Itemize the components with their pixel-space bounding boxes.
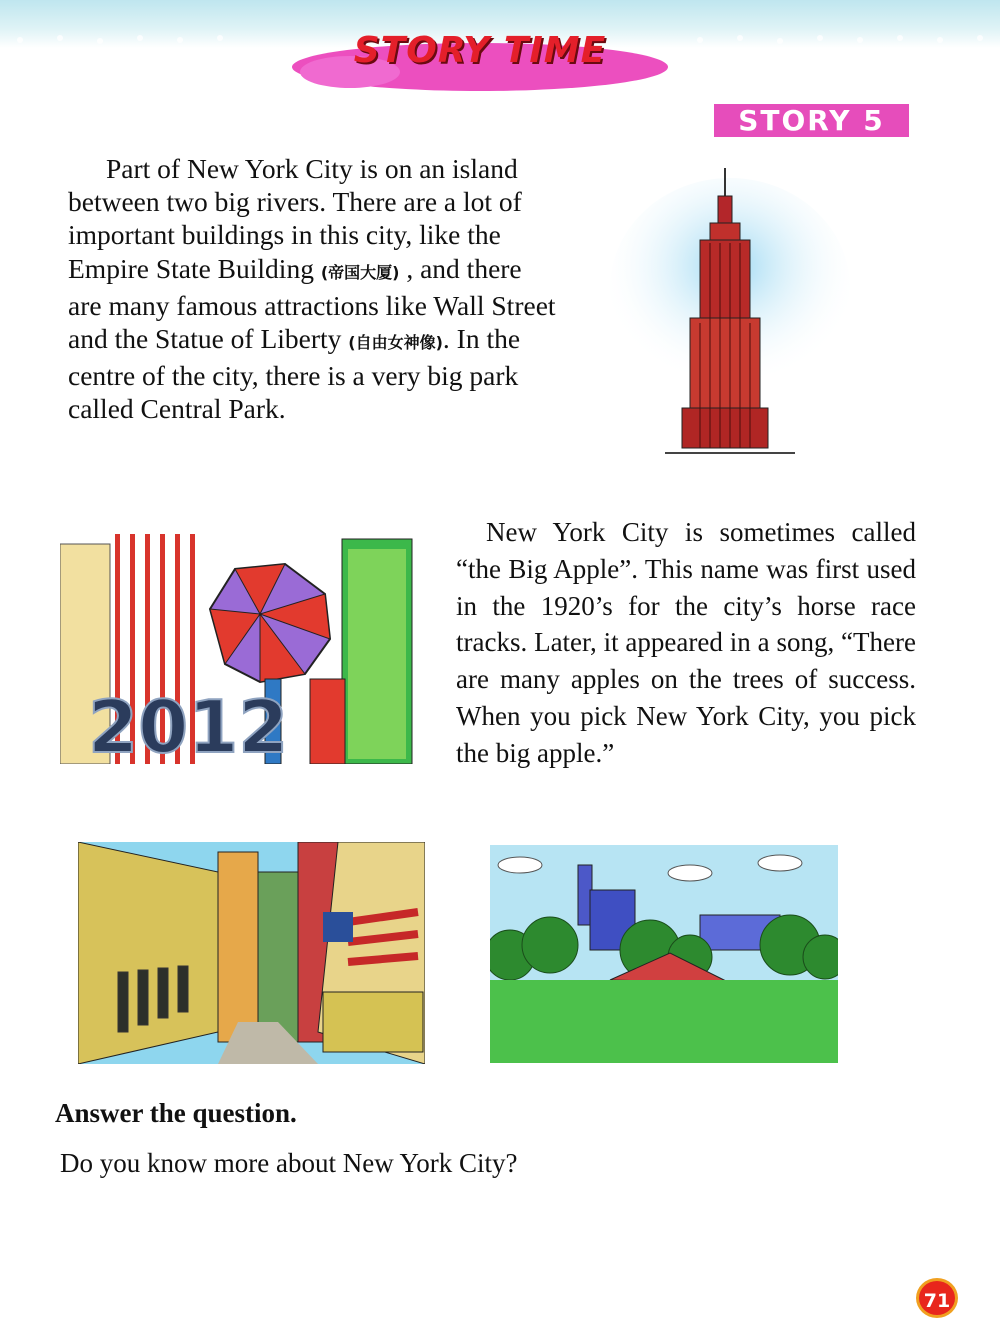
year-2012-sign: 2012 (88, 685, 289, 764)
paragraph-1-text-c: . In the centre of the city, there is a very big park called Central Park. (68, 323, 521, 425)
empire-state-building-illustration (610, 168, 860, 468)
story-paragraph-2 (456, 514, 916, 772)
story-number-tag: STORY 5 (714, 104, 909, 137)
times-square-2012-illustration (60, 534, 415, 764)
page-number-badge: 71 (916, 1278, 958, 1318)
story-time-banner (290, 22, 670, 92)
answer-question-heading: Answer the question. (55, 1098, 297, 1128)
story-paragraph-1 (68, 152, 558, 426)
wall-street-illustration (78, 842, 425, 1064)
paragraph-1-text-b: , and there are many famous attractions like Wall Street and the Statue of Liberty (68, 252, 556, 355)
chinese-gloss-statue-of-liberty: (自由女神像) (348, 333, 443, 353)
central-park-illustration (490, 845, 838, 1063)
paragraph-2-text: New York City is sometimes called “the Big Apple”. This name was first used in the 1920’s for the city’s horse race tracks. Later, it appeared in a song, “There are many apples on the trees of success. When you pick New York City, you pick the big apple.” (456, 517, 916, 768)
banner-title: STORY TIME (353, 30, 607, 71)
paragraph-1-text-a: Part of New York City is on an island between two big rivers. There are a lot of important buildings in this city, like the Empire State Building (68, 153, 522, 284)
question-text: Do you know more about New York City? (60, 1148, 518, 1178)
chinese-gloss-empire-state: (帝国大厦) (320, 262, 400, 282)
